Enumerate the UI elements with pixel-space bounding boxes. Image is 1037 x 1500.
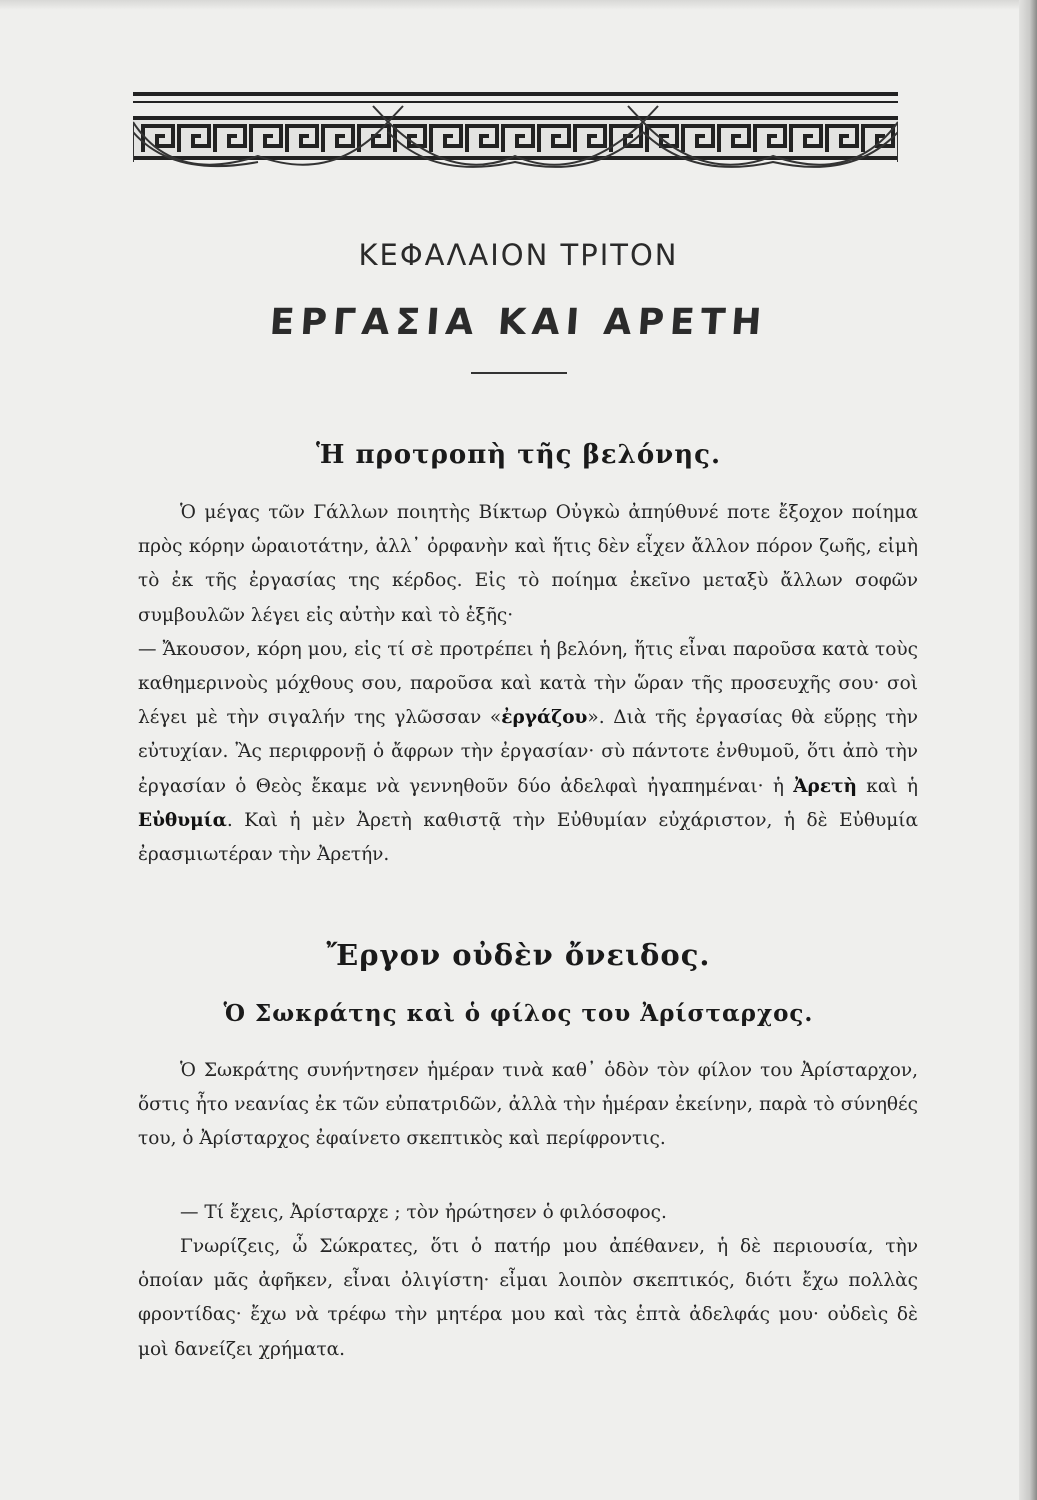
section-heading-work: Ἔργον οὐδὲν ὄνειδος. [326, 938, 711, 972]
paragraph-needle [138, 496, 918, 872]
paragraph-socrates-meeting: Ὁ Σωκράτης συνήντησεν ἡμέραν τινὰ καθ᾽ ὁδὸν τὸν φίλον του Ἀρίσταρχον, ὅστις ἦτο νεανίας ἐκ τῶν εὐπατριδῶν, ἀλλὰ τὴν ἡμέραν ἐκείνην, παρὰ τὸ σύνηθές του, ὁ Ἀρίσταρχος ἐφαίνετο σκεπτικὸς καὶ περίφροντις. [138, 1060, 918, 1149]
paragraph-aristarchus-reply: Γνωρίζεις, ὦ Σώκρατες, ὅτι ὁ πατήρ μου ἀπέθανεν, ἡ δὲ περιουσία, τὴν ὁποίαν μᾶς ἀφῆκεν, εἶναι ὀλιγίστη· εἶμαι λοιπὸν σκεπτικός, διότι ἔχω πολλὰς φροντίδας· ἔχω νὰ τρέφω τὴν μητέρα μου καὶ τὰς ἑπτὰ ἀδελφάς μου· οὐδεὶς δὲ μοὶ δανείζει χρήματα. [138, 1236, 918, 1360]
paragraph-socrates-question: — Τί ἔχεις, Ἀρίσταρχε ; τὸν ἠρώτησεν ὁ φιλόσοφος. [180, 1202, 667, 1223]
greek-key-ornament [133, 92, 898, 186]
emphasis-work: ἐργάζου [501, 707, 588, 729]
chapter-label: ΚΕΦΑΛΑΙΟΝ ΤΡΙΤΟΝ [358, 238, 679, 272]
paragraph-needle-and: καὶ ἡ [857, 775, 918, 797]
paragraph-needle-quote: — Ἄκουσον, κόρη μου, εἰς τί σὲ προτρέπει ἡ βελόνη, ἥτις εἶναι παροῦσα κατὰ τοὺς καθημερινοὺς μόχθους σου, παροῦσα καὶ κατὰ τὴν ὥραν τῆς προσευχῆς σου· σοὶ λέγει μὲ τὴν σιγαλήν της γλῶσσαν « [138, 638, 918, 729]
page-top-shadow [0, 0, 1037, 10]
paragraph-needle-intro: Ὁ μέγας τῶν Γάλλων ποιητὴς Βίκτωρ Οὐγκὼ ἀπηύθυνέ ποτε ἔξοχον ποίημα πρὸς κόρην ὡραιοτάτην, ἀλλ᾽ ὀρφανὴν καὶ ἥτις δὲν εἶχεν ἄλλον πόρον ζωῆς, εἰμὴ τὸ ἐκ τῆς ἐργασίας της κέρδος. Εἰς τὸ ποίημα ἐκεῖνο μεταξὺ ἄλλων σοφῶν συμβουλῶν λέγει εἰς αὐτὴν καὶ τὸ ἑξῆς· [138, 502, 918, 626]
section-heading-needle: Ἡ προτροπὴ τῆς βελόνης. [315, 440, 722, 470]
paragraph-needle-cont: ». Διὰ τῆς ἐργασίας θὰ εὕρῃς τὴν εὐτυχίαν. Ἂς περιφρονῇ ὁ ἄφρων τὴν ἐργασίαν· σὺ πάντοτε ἐνθυμοῦ, ὅτι ἀπὸ τὴν ἐργασίαν ὁ Θεὸς ἔκαμε νὰ γεννηθοῦν δύο ἀδελφαὶ ἠγαπημέναι· ἡ [138, 707, 918, 797]
emphasis-virtue: Ἀρετὴ [793, 775, 858, 797]
page-edge [1019, 0, 1037, 1500]
title-divider [471, 372, 567, 374]
emphasis-cheer: Εὐθυμία [138, 809, 227, 831]
paragraph-needle-end: . Καὶ ἡ μὲν Ἀρετὴ καθιστᾷ τὴν Εὐθυμίαν εὐχάριστον, ἡ δὲ Εὐθυμία ἐρασμιωτέραν τὴν Ἀρετήν. [138, 809, 918, 866]
section-subheading-socrates: Ὁ Σωκράτης καὶ ὁ φίλος του Ἀρίσταρχος. [223, 1000, 814, 1027]
chapter-title: ΕΡΓΑΣΙΑ ΚΑΙ ΑΡΕΤΗ [268, 302, 769, 343]
